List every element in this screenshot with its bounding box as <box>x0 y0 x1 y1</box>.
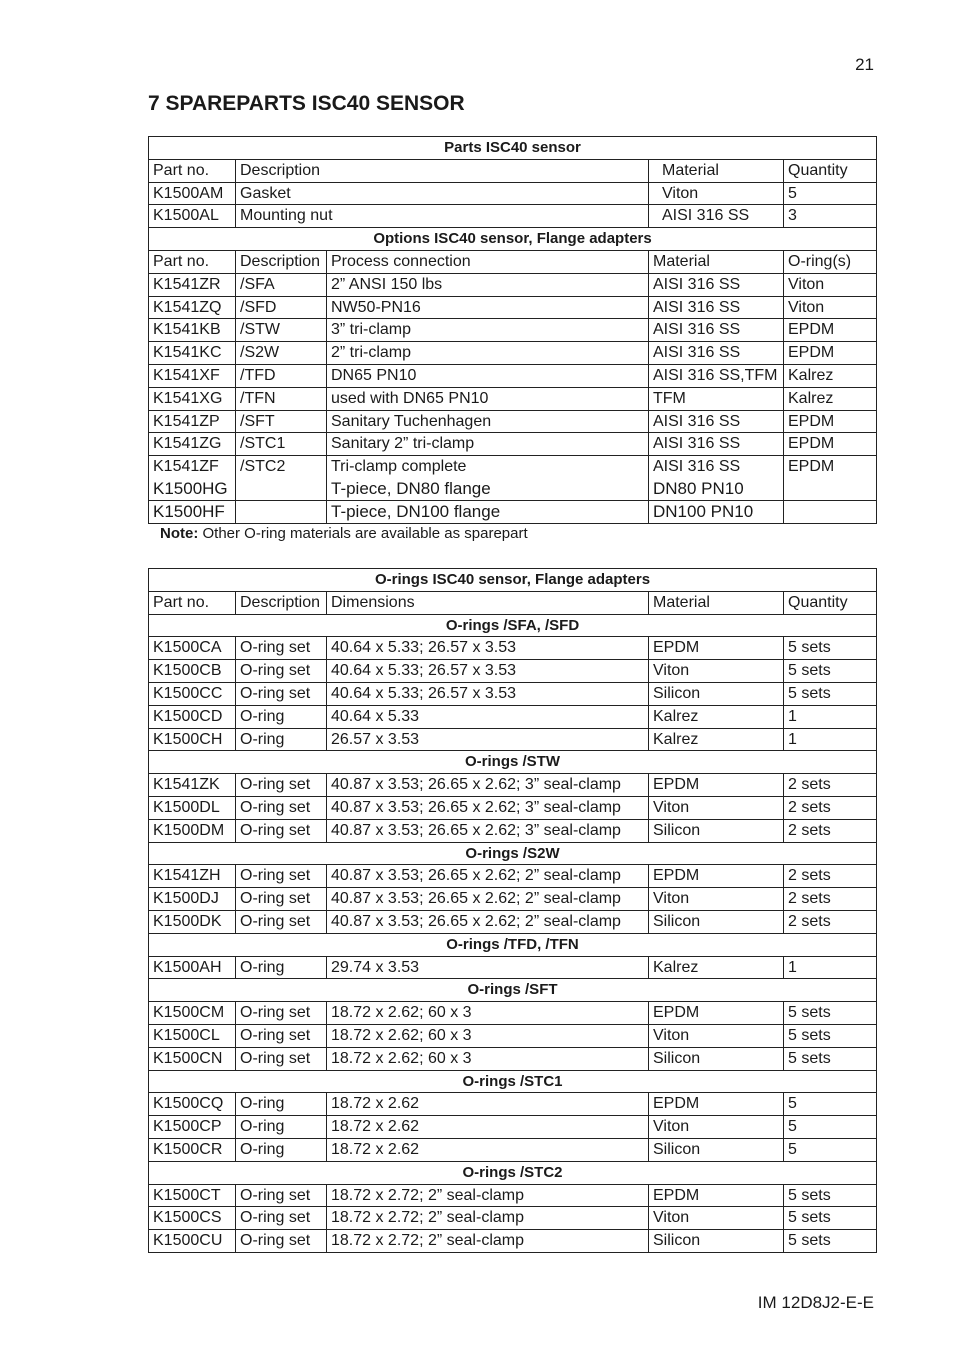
note-text: Other O-ring materials are available as sparepart <box>198 525 528 542</box>
dimensions-cell: 40.64 x 5.33; 26.57 x 3.53 <box>327 637 649 660</box>
part-number-cell: K1500CR <box>149 1138 236 1161</box>
part-number-cell: K1500CD <box>149 705 236 728</box>
dimensions-cell: 29.74 x 3.53 <box>327 956 649 979</box>
description-cell: O-ring set <box>236 1230 327 1253</box>
quantity-cell: 1 <box>784 705 877 728</box>
part-number-cell: K1541XF <box>149 364 236 387</box>
description-cell: O-ring set <box>236 774 327 797</box>
oring-cell <box>784 501 877 524</box>
dimensions-cell: 40.87 x 3.53; 26.65 x 2.62; 3” seal-clamp <box>327 796 649 819</box>
description-cell: /STW <box>236 319 327 342</box>
description-line: /STC2 <box>240 458 286 476</box>
table-row <box>149 774 877 797</box>
part-number-cell: K1500CN <box>149 1047 236 1070</box>
table-row <box>149 273 877 296</box>
material-cell: Silicon <box>649 1047 784 1070</box>
part-number-cell: K1500CL <box>149 1024 236 1047</box>
parts-table-title: Parts ISC40 sensor <box>149 137 877 160</box>
material-cell: Silicon <box>649 910 784 933</box>
part-number-cell: K1541ZK <box>149 774 236 797</box>
material-cell: Viton <box>649 1116 784 1139</box>
options-table-title: Options ISC40 sensor, Flange adapters <box>149 228 877 251</box>
table-title-row <box>149 137 877 160</box>
description-cell: O-ring set <box>236 888 327 911</box>
table-row <box>149 888 877 911</box>
dimensions-cell: 18.72 x 2.62 <box>327 1093 649 1116</box>
table-row <box>149 865 877 888</box>
group-title: O-rings /STC2 <box>149 1161 877 1184</box>
description-cell: O-ring set <box>236 910 327 933</box>
table-row <box>149 1002 877 1025</box>
column-header: Part no. <box>149 250 236 273</box>
oring-cell: EPDM <box>784 433 877 456</box>
oring-cell: Viton <box>784 296 877 319</box>
quantity-cell: 5 sets <box>784 1230 877 1253</box>
description-line <box>240 478 322 500</box>
part-number-cell: K1500DM <box>149 819 236 842</box>
oring-cell: Viton <box>784 273 877 296</box>
column-header: Part no. <box>149 591 236 614</box>
part-number-cell: K1541ZG <box>149 433 236 456</box>
dimensions-cell: 40.87 x 3.53; 26.65 x 2.62; 2” seal-clamp <box>327 910 649 933</box>
description-cell: Gasket <box>236 182 649 205</box>
material-cell: Kalrez <box>649 728 784 751</box>
material-cell: Viton <box>649 182 784 205</box>
document-id: IM 12D8J2-E-E <box>757 1293 874 1312</box>
quantity-cell: 5 <box>784 1116 877 1139</box>
column-header: Part no. <box>149 159 236 182</box>
description-cell: O-ring <box>236 728 327 751</box>
material-cell: AISI 316 SS <box>649 433 784 456</box>
part-number-cell: K1500CA <box>149 637 236 660</box>
group-header-row <box>149 979 877 1002</box>
dimensions-cell: 18.72 x 2.62; 60 x 3 <box>327 1024 649 1047</box>
part-number-cell <box>149 456 236 501</box>
dimensions-cell: 18.72 x 2.72; 2” seal-clamp <box>327 1207 649 1230</box>
group-header-row <box>149 1070 877 1093</box>
quantity-cell: 5 sets <box>784 1047 877 1070</box>
material-cell: Kalrez <box>649 705 784 728</box>
description-cell: /SFD <box>236 296 327 319</box>
part-number-cell: K1541KB <box>149 319 236 342</box>
table-row <box>149 342 877 365</box>
quantity-cell: 5 sets <box>784 637 877 660</box>
quantity-cell: 2 sets <box>784 819 877 842</box>
part-number-cell: K1500CB <box>149 660 236 683</box>
table-row <box>149 956 877 979</box>
column-header: Description <box>236 591 327 614</box>
dimensions-cell: 40.87 x 3.53; 26.65 x 2.62; 2” seal-clamp <box>327 865 649 888</box>
description-cell: O-ring <box>236 956 327 979</box>
material-cell: EPDM <box>649 1002 784 1025</box>
parts-table <box>148 136 877 524</box>
group-title: O-rings /TFD, /TFN <box>149 933 877 956</box>
table-row <box>149 296 877 319</box>
material-line: DN80 PN10 <box>653 479 744 499</box>
description-cell: O-ring set <box>236 1002 327 1025</box>
part-number-cell: K1500AM <box>149 182 236 205</box>
dimensions-cell: 40.64 x 5.33; 26.57 x 3.53 <box>327 660 649 683</box>
table-row <box>149 364 877 387</box>
part-number-cell: K1541ZH <box>149 865 236 888</box>
oring-cell <box>784 456 877 501</box>
part-number-cell: K1500CP <box>149 1116 236 1139</box>
quantity-cell: 2 sets <box>784 796 877 819</box>
table-row <box>149 1047 877 1070</box>
quantity-cell: 2 sets <box>784 888 877 911</box>
description-cell: O-ring set <box>236 682 327 705</box>
group-header-row <box>149 751 877 774</box>
orings-table-title: O-rings ISC40 sensor, Flange adapters <box>149 569 877 592</box>
quantity-cell: 3 <box>784 205 877 228</box>
material-cell: EPDM <box>649 865 784 888</box>
material-cell: AISI 316 SS <box>649 273 784 296</box>
material-cell <box>649 456 784 501</box>
table-row <box>149 319 877 342</box>
table-row <box>149 456 877 501</box>
table-row <box>149 910 877 933</box>
part-number-cell: K1500DL <box>149 796 236 819</box>
part-number-cell: K1500CT <box>149 1184 236 1207</box>
dimensions-cell: 40.87 x 3.53; 26.65 x 2.62; 2” seal-clamp <box>327 888 649 911</box>
table-row <box>149 1138 877 1161</box>
part-number-cell: K1541XG <box>149 387 236 410</box>
group-title: O-rings /S2W <box>149 842 877 865</box>
material-cell: Silicon <box>649 682 784 705</box>
material-cell: EPDM <box>649 1093 784 1116</box>
description-cell <box>236 456 327 501</box>
quantity-cell: 5 sets <box>784 1207 877 1230</box>
material-cell: Silicon <box>649 1230 784 1253</box>
dimensions-cell: 18.72 x 2.72; 2” seal-clamp <box>327 1230 649 1253</box>
table-row <box>149 1116 877 1139</box>
table-row <box>149 682 877 705</box>
process-connection-cell: NW50-PN16 <box>327 296 649 319</box>
description-cell: O-ring set <box>236 637 327 660</box>
part-number-cell: K1541KC <box>149 342 236 365</box>
part-number-cell: K1541ZR <box>149 273 236 296</box>
part-number-cell: K1500CC <box>149 682 236 705</box>
dimensions-cell: 26.57 x 3.53 <box>327 728 649 751</box>
quantity-cell: 5 <box>784 182 877 205</box>
description-cell: O-ring set <box>236 660 327 683</box>
oring-cell: EPDM <box>784 410 877 433</box>
table-row <box>149 501 877 524</box>
table-title-row <box>149 569 877 592</box>
description-cell: O-ring <box>236 1093 327 1116</box>
part-number-cell: K1541ZP <box>149 410 236 433</box>
dimensions-cell: 18.72 x 2.62 <box>327 1138 649 1161</box>
material-cell: EPDM <box>649 637 784 660</box>
column-header: Quantity <box>784 591 877 614</box>
process-connection-cell: DN65 PN10 <box>327 364 649 387</box>
group-header-row <box>149 842 877 865</box>
table-row <box>149 1093 877 1116</box>
page-number: 21 <box>855 55 874 74</box>
part-number-line: K1500HG <box>153 479 228 499</box>
description-cell: O-ring <box>236 705 327 728</box>
dimensions-cell: 40.64 x 5.33; 26.57 x 3.53 <box>327 682 649 705</box>
description-cell: O-ring set <box>236 1207 327 1230</box>
description-cell: O-ring set <box>236 1024 327 1047</box>
part-number-cell: K1500AL <box>149 205 236 228</box>
table-row <box>149 705 877 728</box>
quantity-cell: 2 sets <box>784 910 877 933</box>
table-row <box>149 637 877 660</box>
quantity-cell: 5 sets <box>784 660 877 683</box>
note <box>160 525 528 542</box>
table-row <box>149 410 877 433</box>
material-cell: AISI 316 SS <box>649 205 784 228</box>
description-cell: /SFT <box>236 410 327 433</box>
table-row <box>149 205 877 228</box>
description-cell: /STC1 <box>236 433 327 456</box>
group-header-row <box>149 614 877 637</box>
column-header: Description <box>236 159 649 182</box>
dimensions-cell: 18.72 x 2.72; 2” seal-clamp <box>327 1184 649 1207</box>
description-cell: O-ring set <box>236 796 327 819</box>
quantity-cell: 5 sets <box>784 1184 877 1207</box>
material-cell: Viton <box>649 888 784 911</box>
oring-cell: EPDM <box>784 319 877 342</box>
table-row <box>149 1207 877 1230</box>
table-row <box>149 660 877 683</box>
description-cell: O-ring set <box>236 819 327 842</box>
material-cell: Silicon <box>649 819 784 842</box>
quantity-cell: 5 sets <box>784 1024 877 1047</box>
table-row <box>149 387 877 410</box>
quantity-cell: 2 sets <box>784 865 877 888</box>
quantity-cell: 5 sets <box>784 1002 877 1025</box>
part-number-cell: K1500CM <box>149 1002 236 1025</box>
dimensions-cell: 18.72 x 2.62 <box>327 1116 649 1139</box>
table-row <box>149 1024 877 1047</box>
group-title: O-rings /SFA, /SFD <box>149 614 877 637</box>
table-header-row <box>149 250 877 273</box>
description-cell: O-ring set <box>236 1184 327 1207</box>
group-title: O-rings /SFT <box>149 979 877 1002</box>
dimensions-cell: 40.87 x 3.53; 26.65 x 2.62; 3” seal-clamp <box>327 819 649 842</box>
process-connection-line: T-piece, DN80 flange <box>331 479 491 499</box>
part-number-cell: K1500CU <box>149 1230 236 1253</box>
material-cell: AISI 316 SS <box>649 319 784 342</box>
process-connection-cell: 2” ANSI 150 lbs <box>327 273 649 296</box>
material-cell: AISI 316 SS <box>649 342 784 365</box>
material-cell: EPDM <box>649 774 784 797</box>
oring-cell: Kalrez <box>784 387 877 410</box>
description-cell: /S2W <box>236 342 327 365</box>
process-connection-cell: T-piece, DN100 flange <box>327 501 649 524</box>
material-cell: Viton <box>649 796 784 819</box>
material-cell: Kalrez <box>649 956 784 979</box>
dimensions-cell: 18.72 x 2.62; 60 x 3 <box>327 1002 649 1025</box>
quantity-cell: 1 <box>784 956 877 979</box>
column-header: Material <box>649 591 784 614</box>
table-row <box>149 796 877 819</box>
dimensions-cell: 18.72 x 2.62; 60 x 3 <box>327 1047 649 1070</box>
material-cell: Viton <box>649 660 784 683</box>
quantity-cell: 1 <box>784 728 877 751</box>
part-number-line: K1541ZF <box>153 458 219 476</box>
column-header: O-ring(s) <box>784 250 877 273</box>
part-number-cell: K1500HF <box>149 501 236 524</box>
table-header-row <box>149 159 877 182</box>
column-header: Material <box>649 159 784 182</box>
oring-line: EPDM <box>788 458 835 476</box>
part-number-cell: K1500DK <box>149 910 236 933</box>
table-row <box>149 819 877 842</box>
table-header-row <box>149 591 877 614</box>
table-row <box>149 1230 877 1253</box>
material-cell: AISI 316 SS <box>649 296 784 319</box>
material-cell: Viton <box>649 1024 784 1047</box>
table-row <box>149 1184 877 1207</box>
material-line: AISI 316 SS <box>653 458 741 476</box>
part-number-cell: K1541ZQ <box>149 296 236 319</box>
table-row <box>149 182 877 205</box>
process-connection-cell: Sanitary 2” tri-clamp <box>327 433 649 456</box>
group-title: O-rings /STC1 <box>149 1070 877 1093</box>
description-cell: /TFD <box>236 364 327 387</box>
oring-cell: Kalrez <box>784 364 877 387</box>
dimensions-cell: 40.64 x 5.33 <box>327 705 649 728</box>
column-header: Quantity <box>784 159 877 182</box>
process-connection-line: Tri-clamp complete <box>331 458 467 476</box>
part-number-cell: K1500DJ <box>149 888 236 911</box>
part-number-cell: K1500AH <box>149 956 236 979</box>
part-number-cell: K1500CQ <box>149 1093 236 1116</box>
column-header: Dimensions <box>327 591 649 614</box>
table-title-row <box>149 228 877 251</box>
group-header-row <box>149 933 877 956</box>
description-cell: O-ring set <box>236 865 327 888</box>
oring-line <box>788 478 872 500</box>
table-row <box>149 728 877 751</box>
section-title: 7 SPAREPARTS ISC40 SENSOR <box>148 92 465 115</box>
quantity-cell: 2 sets <box>784 774 877 797</box>
description-cell: /SFA <box>236 273 327 296</box>
material-cell: Silicon <box>649 1138 784 1161</box>
material-cell: DN100 PN10 <box>649 501 784 524</box>
process-connection-cell: 2” tri-clamp <box>327 342 649 365</box>
material-cell: TFM <box>649 387 784 410</box>
material-cell: Viton <box>649 1207 784 1230</box>
column-header: Material <box>649 250 784 273</box>
material-cell: EPDM <box>649 1184 784 1207</box>
options-section <box>149 228 877 524</box>
group-title: O-rings /STW <box>149 751 877 774</box>
description-cell: O-ring set <box>236 1047 327 1070</box>
column-header: Description <box>236 250 327 273</box>
part-number-cell: K1500CS <box>149 1207 236 1230</box>
process-connection-cell: Sanitary Tuchenhagen <box>327 410 649 433</box>
process-connection-cell: 3” tri-clamp <box>327 319 649 342</box>
material-cell: AISI 316 SS,TFM <box>649 364 784 387</box>
description-cell: /TFN <box>236 387 327 410</box>
material-cell: AISI 316 SS <box>649 410 784 433</box>
quantity-cell: 5 <box>784 1093 877 1116</box>
quantity-cell: 5 sets <box>784 682 877 705</box>
dimensions-cell: 40.87 x 3.53; 26.65 x 2.62; 3” seal-clamp <box>327 774 649 797</box>
quantity-cell: 5 <box>784 1138 877 1161</box>
orings-table <box>148 568 877 1253</box>
description-cell: O-ring <box>236 1116 327 1139</box>
description-cell: Mounting nut <box>236 205 649 228</box>
process-connection-cell <box>327 456 649 501</box>
table-row <box>149 433 877 456</box>
column-header: Process connection <box>327 250 649 273</box>
note-label: Note: <box>160 525 199 542</box>
description-cell: O-ring <box>236 1138 327 1161</box>
part-number-cell: K1500CH <box>149 728 236 751</box>
description-cell <box>236 501 327 524</box>
group-header-row <box>149 1161 877 1184</box>
oring-cell: EPDM <box>784 342 877 365</box>
process-connection-cell: used with DN65 PN10 <box>327 387 649 410</box>
